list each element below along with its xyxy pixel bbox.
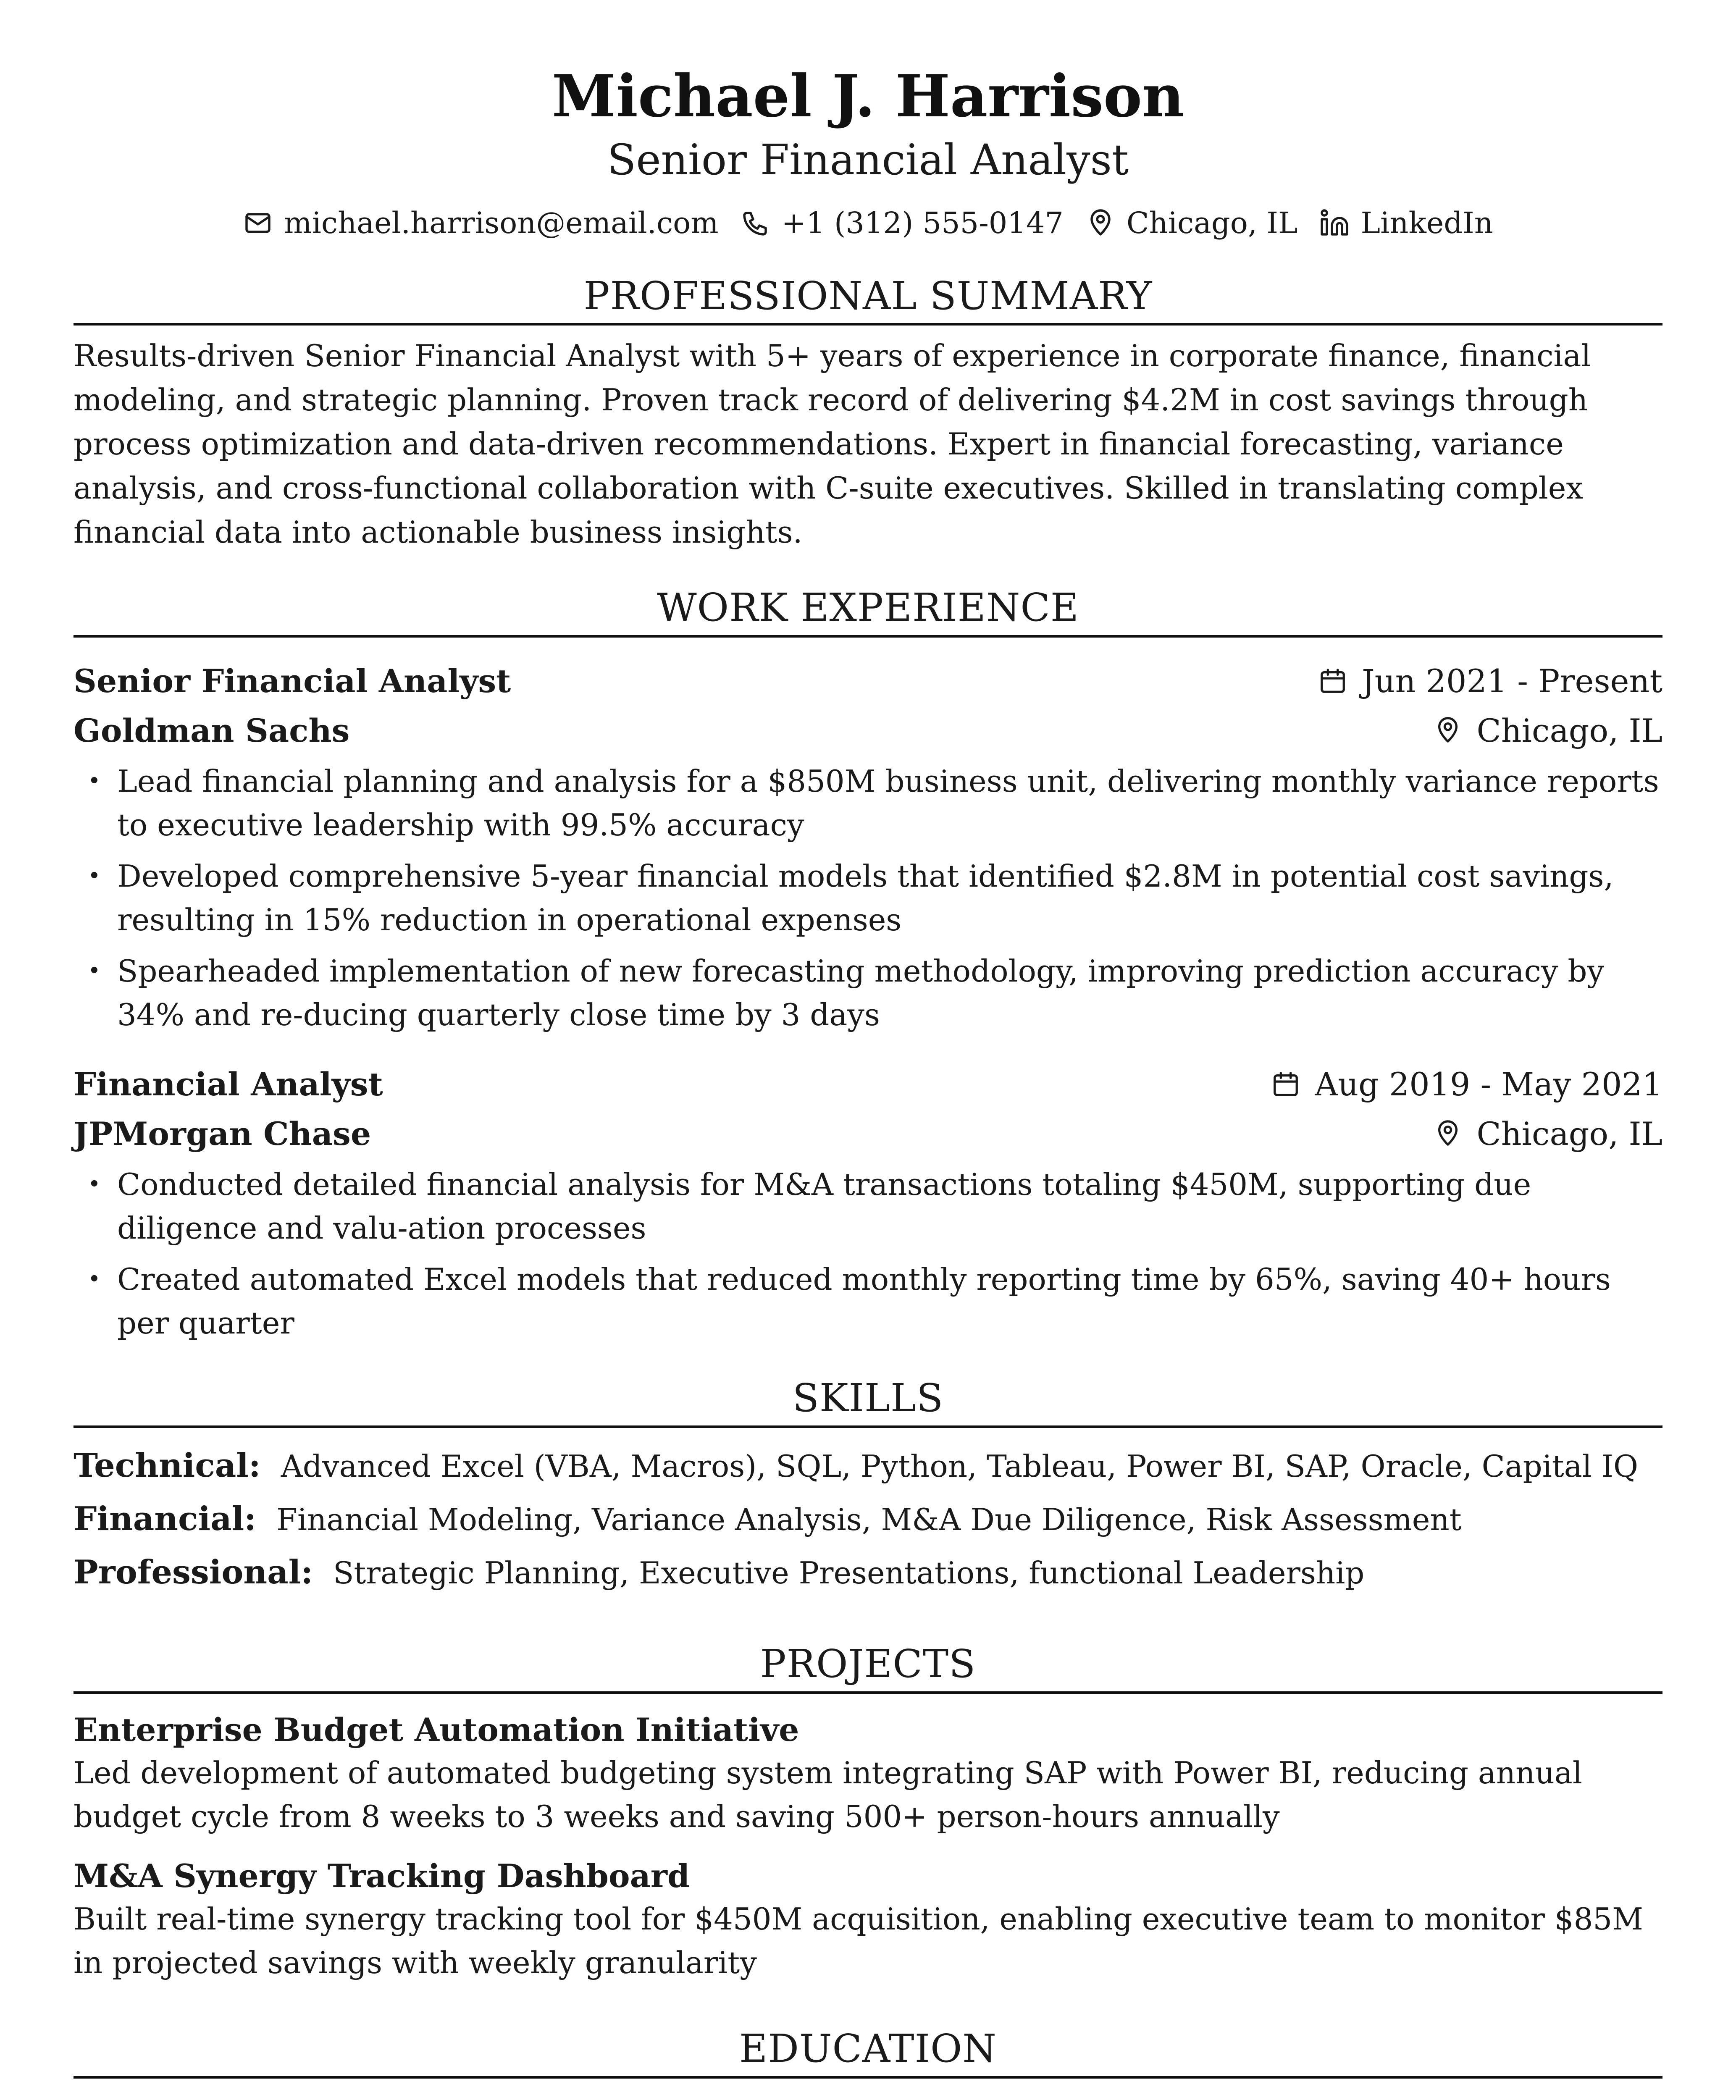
calendar-icon bbox=[1271, 1069, 1300, 1099]
phone-icon bbox=[741, 208, 771, 238]
job-bullet: • Developed comprehensive 5-year financial models that identified $2.8M in potential cost savings, resulting in 15% reduction in operational expenses bbox=[74, 854, 1662, 942]
job-entry bbox=[74, 656, 1662, 1037]
education-degree-row bbox=[74, 2097, 1662, 2100]
project-entry bbox=[74, 1709, 1662, 1838]
job-company: Goldman Sachs bbox=[74, 711, 350, 749]
job-bullets bbox=[74, 759, 1662, 1037]
skill-label: Financial: bbox=[74, 1500, 257, 1538]
project-description: Led development of automated budgeting system integrating SAP with Power BI, reducing annual budget cycle from 8 weeks to 3 weeks and saving 500+ person-hours annually bbox=[74, 1755, 1582, 1834]
skill-label: Technical: bbox=[74, 1446, 261, 1485]
job-location-text: Chicago, IL bbox=[1476, 711, 1662, 749]
project-entry bbox=[74, 1855, 1662, 1984]
contact-bar bbox=[74, 206, 1662, 240]
job-bullet: • Spearheaded implementation of new forecasting methodology, improving prediction accuracy by 34% and re-ducing quarterly close time by 3 days bbox=[74, 949, 1662, 1037]
skill-row-professional bbox=[74, 1553, 1662, 1591]
job-bullet: • Conducted detailed financial analysis for M&A transactions totaling $450M, supporting due diligence and valu-ation processes bbox=[74, 1163, 1662, 1250]
job-company: JPMorgan Chase bbox=[74, 1115, 371, 1152]
linkedin-text: LinkedIn bbox=[1360, 205, 1493, 240]
job-header-row bbox=[74, 656, 1662, 706]
contact-location bbox=[1085, 206, 1298, 240]
job-bullet: • Lead financial planning and analysis for a $850M business unit, delivering monthly variance reports to executive leadership with 99.5% accuracy bbox=[74, 759, 1662, 847]
project-title: M&A Synergy Tracking Dashboard bbox=[74, 1857, 690, 1895]
project-description: Built real-time synergy tracking tool for $450M acquisition, enabling executive team to monitor $85M in projected savings with weekly granularity bbox=[74, 1901, 1643, 1980]
job-entry bbox=[74, 1059, 1662, 1345]
section-title-education: EDUCATION bbox=[74, 2026, 1662, 2079]
job-location bbox=[1433, 712, 1663, 749]
job-location bbox=[1433, 1115, 1663, 1152]
envelope-icon bbox=[243, 208, 273, 238]
skill-label: Professional: bbox=[74, 1553, 313, 1592]
linkedin-icon bbox=[1319, 208, 1350, 238]
job-company-row bbox=[74, 706, 1662, 755]
map-pin-icon bbox=[1433, 716, 1463, 745]
section-title-projects: PROJECTS bbox=[74, 1642, 1662, 1694]
skill-row-technical bbox=[74, 1446, 1662, 1485]
education-entry bbox=[74, 2097, 1662, 2100]
job-title: Senior Financial Analyst bbox=[74, 662, 511, 700]
job-title: Financial Analyst bbox=[74, 1065, 383, 1103]
map-pin-icon bbox=[1085, 208, 1116, 238]
job-dates-text: Jun 2021 - Present bbox=[1362, 662, 1662, 700]
resume-content bbox=[74, 63, 1662, 2100]
map-pin-icon bbox=[1433, 1119, 1463, 1148]
calendar-icon bbox=[1318, 666, 1347, 696]
contact-phone[interactable] bbox=[741, 206, 1064, 240]
project-title: Enterprise Budget Automation Initiative bbox=[74, 1711, 799, 1748]
job-company-row bbox=[74, 1109, 1662, 1158]
job-dates-text: Aug 2019 - May 2021 bbox=[1315, 1065, 1662, 1103]
job-dates bbox=[1318, 662, 1662, 700]
job-header-row bbox=[74, 1059, 1662, 1109]
section-title-skills: SKILLS bbox=[74, 1376, 1662, 1428]
phone-text: +1 (312) 555-0147 bbox=[781, 205, 1064, 240]
skill-list: Financial Modeling, Variance Analysis, M&A Due Diligence, Risk Assessment bbox=[276, 1502, 1462, 1538]
contact-linkedin[interactable] bbox=[1319, 206, 1493, 240]
job-dates bbox=[1271, 1066, 1662, 1103]
skill-row-financial bbox=[74, 1500, 1662, 1538]
contact-email[interactable] bbox=[243, 206, 718, 240]
candidate-title: Senior Financial Analyst bbox=[607, 135, 1129, 184]
skill-list: Strategic Planning, Executive Presentations, functional Leadership bbox=[333, 1555, 1365, 1591]
summary-text: Results-driven Senior Financial Analyst with 5+ years of experience in corporate finance, financial modeling, and strategic planning. Proven track record of delivering $4.2M in cost savings through process optimization and data-driven recommendations. Expert in financial forecasting, variance analysis, and cross-functional collaboration with C-suite executives. Skilled in translating complex financial data into actionable business insights. bbox=[74, 338, 1591, 550]
section-title-experience: WORK EXPERIENCE bbox=[74, 585, 1662, 638]
job-bullet: • Created automated Excel models that reduced monthly reporting time by 65%, saving 40+ hours per quarter bbox=[74, 1257, 1662, 1345]
candidate-name: Michael J. Harrison bbox=[552, 62, 1184, 130]
skill-list: Advanced Excel (VBA, Macros), SQL, Python, Tableau, Power BI, SAP, Oracle, Capital IQ bbox=[281, 1449, 1639, 1484]
section-title-summary: PROFESSIONAL SUMMARY bbox=[74, 274, 1662, 326]
location-text: Chicago, IL bbox=[1126, 205, 1298, 240]
job-location-text: Chicago, IL bbox=[1476, 1115, 1662, 1152]
job-bullets bbox=[74, 1163, 1662, 1345]
email-text: michael.harrison@email.com bbox=[284, 205, 719, 240]
